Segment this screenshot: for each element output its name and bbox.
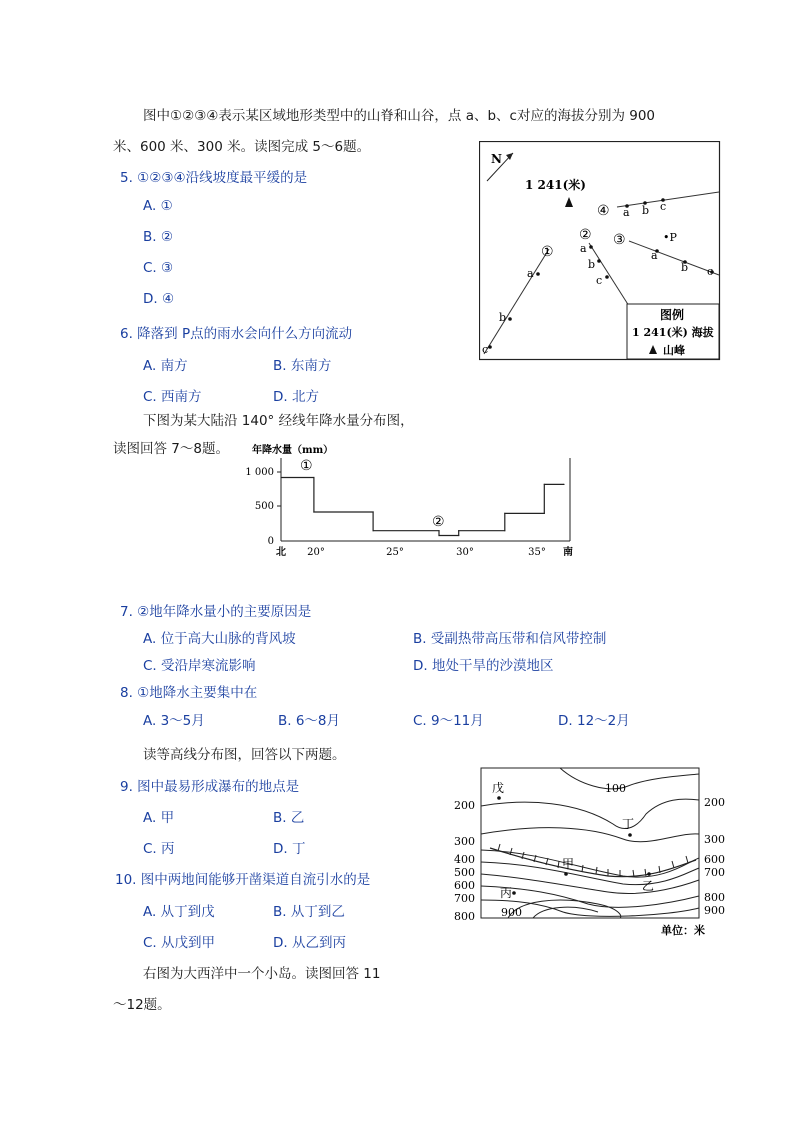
place-jia: 甲 xyxy=(562,857,575,871)
peak-elevation: 1 241(米) xyxy=(525,178,586,192)
question-10-option-b[interactable]: B. 从丁到乙 xyxy=(273,904,345,920)
label-4c: c xyxy=(660,200,667,213)
place-bing: 丙 xyxy=(500,886,513,900)
precipitation-point xyxy=(313,477,314,478)
legend-title: 图例 xyxy=(660,308,685,322)
chart-ytick-1000: 1 000 xyxy=(245,467,274,478)
point-p: •P xyxy=(663,231,677,244)
question-6-option-b[interactable]: B. 东南方 xyxy=(273,358,332,374)
chart-marker-1: ① xyxy=(300,458,313,474)
question-5-option-d[interactable]: D. ④ xyxy=(143,291,175,307)
question-7-stem: 7. ②地年降水量小的主要原因是 xyxy=(120,604,312,620)
label-4b: b xyxy=(642,204,650,217)
question-6-option-d[interactable]: D. 北方 xyxy=(273,389,319,405)
left-value-200: 200 xyxy=(454,799,475,812)
place-ding: 丁 xyxy=(622,817,635,831)
right-value-700: 700 xyxy=(704,866,725,879)
left-value-600: 600 xyxy=(454,879,475,892)
marker-1: ① xyxy=(541,244,554,260)
label-1b: b xyxy=(499,311,507,324)
question-7-option-a[interactable]: A. 位于高大山脉的背风坡 xyxy=(143,631,296,647)
precipitation-point xyxy=(373,530,374,531)
legend-peak-label: 山峰 xyxy=(663,344,685,357)
precipitation-point xyxy=(544,484,545,485)
precipitation-point xyxy=(504,513,505,514)
question-8-option-b[interactable]: B. 6～8月 xyxy=(278,713,341,729)
label-2c: c xyxy=(596,274,603,287)
right-value-600: 600 xyxy=(704,853,725,866)
intro-4-line-1: 右图为大西洋中一个小岛。读图回答 11 xyxy=(143,966,381,982)
right-value-300: 300 xyxy=(704,833,725,846)
intro-3: 读等高线分布图，回答以下两题。 xyxy=(143,747,346,763)
question-7-option-b[interactable]: B. 受副热带高压带和信风带控制 xyxy=(413,631,607,647)
contour-map xyxy=(448,764,738,940)
marker-2: ② xyxy=(579,227,592,243)
chart-xtick-30: 30° xyxy=(456,547,474,558)
label-4a: a xyxy=(623,206,630,219)
chart-xtick-20: 20° xyxy=(307,547,325,558)
point-2a xyxy=(589,245,593,249)
north-label: N xyxy=(491,152,502,166)
precipitation-point xyxy=(458,535,459,536)
precipitation-point xyxy=(373,511,374,512)
contour-label-900: 900 xyxy=(501,906,522,919)
label-2a: a xyxy=(580,242,587,255)
precipitation-point xyxy=(438,535,439,536)
contour-label-100: 100 xyxy=(605,782,626,795)
question-10-stem: 10. 图中两地间能够开凿渠道自流引水的是 xyxy=(115,872,371,888)
label-1c: c xyxy=(482,343,489,356)
label-3a: a xyxy=(651,249,658,262)
question-9-option-d[interactable]: D. 丁 xyxy=(273,841,306,857)
precipitation-point xyxy=(313,511,314,512)
question-8-stem: 8. ①地降水主要集中在 xyxy=(120,685,258,701)
chart-ytick-0: 0 xyxy=(267,536,274,547)
point-1c xyxy=(488,345,492,349)
left-value-500: 500 xyxy=(454,866,475,879)
point-1b xyxy=(508,317,512,321)
precipitation-point xyxy=(280,477,281,478)
question-9-option-c[interactable]: C. 丙 xyxy=(143,841,175,857)
place-wu: 戊 xyxy=(492,781,505,795)
place-ding-dot xyxy=(628,833,632,837)
question-7-option-d[interactable]: D. 地处干旱的沙漠地区 xyxy=(413,658,554,674)
marker-4: ④ xyxy=(597,203,610,219)
precipitation-point xyxy=(438,530,439,531)
question-5-stem: 5. ①②③④沿线坡度最平缓的是 xyxy=(120,170,308,186)
left-value-300: 300 xyxy=(454,835,475,848)
place-yi: 乙 xyxy=(642,879,655,893)
place-bing-dot xyxy=(512,891,516,895)
place-yi-dot xyxy=(647,872,651,876)
chart-ytick-500: 500 xyxy=(254,501,274,512)
question-5-option-b[interactable]: B. ② xyxy=(143,229,173,245)
ridge-valley-map xyxy=(479,141,721,361)
question-6-option-a[interactable]: A. 南方 xyxy=(143,358,188,374)
label-2b: b xyxy=(588,258,596,271)
question-7-option-c[interactable]: C. 受沿岸寒流影响 xyxy=(143,658,256,674)
question-9-option-b[interactable]: B. 乙 xyxy=(273,810,305,826)
left-value-700: 700 xyxy=(454,892,475,905)
legend-elevation: 1 241(米) 海拔 xyxy=(632,326,714,339)
contour-frame xyxy=(481,768,699,918)
chart-marker-2: ② xyxy=(432,514,445,530)
point-2c xyxy=(605,275,609,279)
chart-xtick-north: 北 xyxy=(276,547,286,558)
right-value-800: 800 xyxy=(704,891,725,904)
question-10-option-a[interactable]: A. 从丁到戊 xyxy=(143,904,215,920)
chart-xtick-25: 25° xyxy=(386,547,404,558)
question-6-stem: 6. 降落到 P点的雨水会向什么方向流动 xyxy=(120,326,353,342)
question-9-stem: 9. 图中最易形成瀑布的地点是 xyxy=(120,779,300,795)
label-1a: a xyxy=(527,267,534,280)
label-3c: c xyxy=(707,265,714,278)
precipitation-point xyxy=(563,484,564,485)
intro-2-line-2: 读图回答 7～8题。 xyxy=(113,441,229,457)
left-value-800: 800 xyxy=(454,910,475,923)
right-value-200: 200 xyxy=(704,796,725,809)
question-9-option-a[interactable]: A. 甲 xyxy=(143,810,175,826)
label-3b: b xyxy=(681,261,689,274)
place-jia-dot xyxy=(564,872,568,876)
chart-ylabel: 年降水量（mm） xyxy=(252,445,334,456)
question-10-option-d[interactable]: D. 从乙到丙 xyxy=(273,935,346,951)
chart-xtick-35: 35° xyxy=(528,547,546,558)
chart-xtick-south: 南 xyxy=(563,547,573,558)
contour-unit: 单位：米 xyxy=(661,924,705,937)
point-1a xyxy=(536,272,540,276)
question-10-option-c[interactable]: C. 从戊到甲 xyxy=(143,935,216,951)
right-value-900: 900 xyxy=(704,904,725,917)
intro-2-line-1: 下图为某大陆沿 140° 经线年降水量分布图， xyxy=(143,413,414,429)
question-6-option-c[interactable]: C. 西南方 xyxy=(143,389,202,405)
point-2b xyxy=(597,259,601,263)
intro-line-1: 图中①②③④表示某区域地形类型中的山脊和山谷，点 a、b、c对应的海拔分别为 900 xyxy=(143,108,656,124)
precipitation-series-line xyxy=(281,478,564,536)
precipitation-point xyxy=(504,530,505,531)
place-wu-dot xyxy=(497,796,501,800)
precipitation-point xyxy=(458,530,459,531)
precipitation-point xyxy=(544,513,545,514)
question-8-option-d[interactable]: D. 12～2月 xyxy=(558,713,630,729)
precipitation-chart xyxy=(240,440,580,570)
marker-3: ③ xyxy=(613,232,626,248)
intro-line-2: 米、600 米、300 米。读图完成 5～6题。 xyxy=(113,139,371,155)
question-8-option-c[interactable]: C. 9～11月 xyxy=(413,713,484,729)
question-5-option-c[interactable]: C. ③ xyxy=(143,260,174,276)
intro-4-line-2: ～12题。 xyxy=(113,997,171,1013)
left-value-400: 400 xyxy=(454,853,475,866)
question-5-option-a[interactable]: A. ① xyxy=(143,198,173,214)
question-8-option-a[interactable]: A. 3～5月 xyxy=(143,713,205,729)
